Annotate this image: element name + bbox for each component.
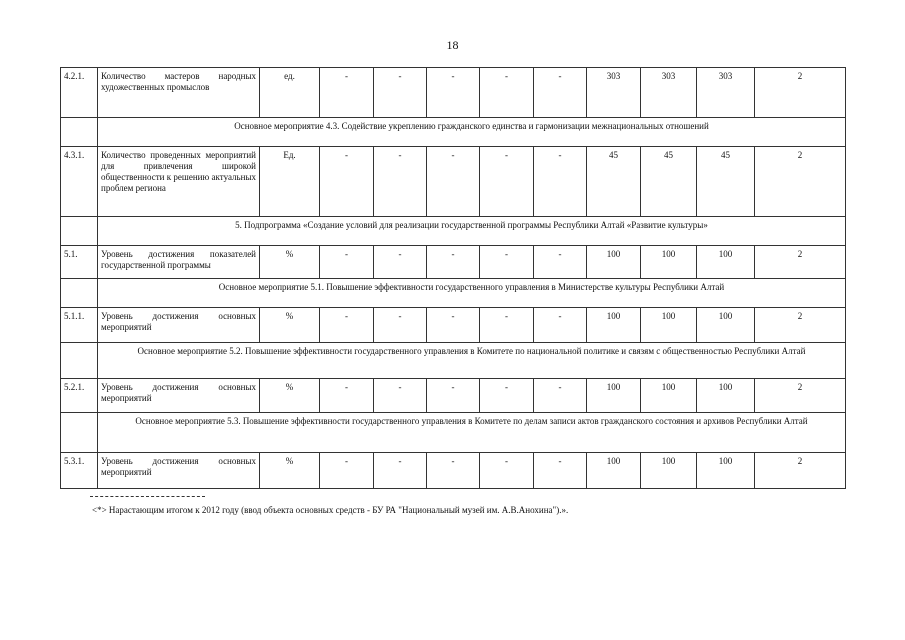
value-cell: - xyxy=(374,453,427,489)
section-number-cell xyxy=(61,118,98,147)
value-cell: - xyxy=(480,246,534,279)
value-cell: - xyxy=(427,246,480,279)
table-row xyxy=(61,453,846,489)
value-cell: - xyxy=(480,453,534,489)
value-cell: - xyxy=(320,147,374,217)
indicator-name: Количество проведенных мероприятий для привлечения широкой общественности к решению актуальных проблем региона xyxy=(98,147,260,217)
value-cell: - xyxy=(374,68,427,118)
section-title: Основное мероприятие 5.3. Повышение эффективности государственного управления в Комитете по делам записи актов гражданского состояния и архивов Республики Алтай xyxy=(98,413,846,453)
value-cell: - xyxy=(427,68,480,118)
value-cell: - xyxy=(374,246,427,279)
indicator-name: Количество мастеров народных художественных промыслов xyxy=(98,68,260,118)
value-cell: - xyxy=(427,308,480,343)
indicator-name: Уровень достижения показателей государственной программы xyxy=(98,246,260,279)
section-row xyxy=(61,343,846,379)
footnote-rule xyxy=(90,496,205,497)
section-row xyxy=(61,118,846,147)
value-cell: 100 xyxy=(697,453,755,489)
value-cell: - xyxy=(480,147,534,217)
section-number-cell xyxy=(61,279,98,308)
section-title: Основное мероприятие 5.1. Повышение эффективности государственного управления в Министерстве культуры Республики Алтай xyxy=(98,279,846,308)
unit-cell: ед. xyxy=(260,68,320,118)
value-cell: 100 xyxy=(641,308,697,343)
value-cell: - xyxy=(534,147,587,217)
value-cell: 45 xyxy=(697,147,755,217)
value-cell: - xyxy=(534,308,587,343)
row-number: 5.1. xyxy=(61,246,98,279)
value-cell: 2 xyxy=(755,147,846,217)
unit-cell: % xyxy=(260,379,320,413)
value-cell: 2 xyxy=(755,68,846,118)
value-cell: 100 xyxy=(587,246,641,279)
section-title: Основное мероприятие 5.2. Повышение эффективности государственного управления в Комитете по национальной политике и связям с общественностью Республики Алтай xyxy=(98,343,846,379)
value-cell: - xyxy=(480,68,534,118)
section-number-cell xyxy=(61,343,98,379)
value-cell: 100 xyxy=(697,379,755,413)
row-number: 4.2.1. xyxy=(61,68,98,118)
value-cell: - xyxy=(320,379,374,413)
value-cell: - xyxy=(320,453,374,489)
table-body xyxy=(61,68,846,489)
value-cell: 100 xyxy=(697,246,755,279)
value-cell: 45 xyxy=(587,147,641,217)
table-row xyxy=(61,308,846,343)
indicators-table xyxy=(60,67,846,489)
value-cell: 303 xyxy=(587,68,641,118)
value-cell: 100 xyxy=(641,453,697,489)
value-cell: 45 xyxy=(641,147,697,217)
value-cell: - xyxy=(534,68,587,118)
value-cell: - xyxy=(427,453,480,489)
section-row xyxy=(61,413,846,453)
value-cell: - xyxy=(374,308,427,343)
value-cell: 100 xyxy=(587,453,641,489)
value-cell: - xyxy=(374,379,427,413)
value-cell: - xyxy=(534,246,587,279)
value-cell: - xyxy=(427,379,480,413)
footnote-text: <*> Нарастающим итогом к 2012 году (ввод объекта основных средств - БУ РА "Национальный музей им. А.В.Анохина").». xyxy=(92,505,569,515)
value-cell: - xyxy=(534,379,587,413)
value-cell: - xyxy=(320,246,374,279)
indicator-name: Уровень достижения основных мероприятий xyxy=(98,379,260,413)
table-row xyxy=(61,379,846,413)
row-number: 5.3.1. xyxy=(61,453,98,489)
table-row xyxy=(61,68,846,118)
value-cell: 100 xyxy=(697,308,755,343)
value-cell: 303 xyxy=(641,68,697,118)
value-cell: 2 xyxy=(755,246,846,279)
section-title: 5. Подпрограмма «Создание условий для реализации государственной программы Республики Алтай «Развитие культуры» xyxy=(98,217,846,246)
value-cell: 100 xyxy=(587,308,641,343)
row-number: 5.2.1. xyxy=(61,379,98,413)
indicator-name: Уровень достижения основных мероприятий xyxy=(98,453,260,489)
value-cell: - xyxy=(480,308,534,343)
value-cell: 303 xyxy=(697,68,755,118)
unit-cell: % xyxy=(260,308,320,343)
value-cell: 2 xyxy=(755,308,846,343)
value-cell: - xyxy=(427,147,480,217)
section-number-cell xyxy=(61,217,98,246)
value-cell: - xyxy=(534,453,587,489)
unit-cell: % xyxy=(260,246,320,279)
unit-cell: Ед. xyxy=(260,147,320,217)
table-row xyxy=(61,147,846,217)
value-cell: - xyxy=(320,308,374,343)
value-cell: - xyxy=(480,379,534,413)
section-row xyxy=(61,217,846,246)
unit-cell: % xyxy=(260,453,320,489)
row-number: 5.1.1. xyxy=(61,308,98,343)
section-number-cell xyxy=(61,413,98,453)
value-cell: 100 xyxy=(641,379,697,413)
indicator-name: Уровень достижения основных мероприятий xyxy=(98,308,260,343)
section-row xyxy=(61,279,846,308)
value-cell: 2 xyxy=(755,379,846,413)
table-row xyxy=(61,246,846,279)
row-number: 4.3.1. xyxy=(61,147,98,217)
value-cell: - xyxy=(374,147,427,217)
section-title: Основное мероприятие 4.3. Содействие укреплению гражданского единства и гармонизации межнациональных отношений xyxy=(98,118,846,147)
value-cell: 2 xyxy=(755,453,846,489)
value-cell: - xyxy=(320,68,374,118)
value-cell: 100 xyxy=(641,246,697,279)
page-number: 18 xyxy=(446,38,459,52)
value-cell: 100 xyxy=(587,379,641,413)
